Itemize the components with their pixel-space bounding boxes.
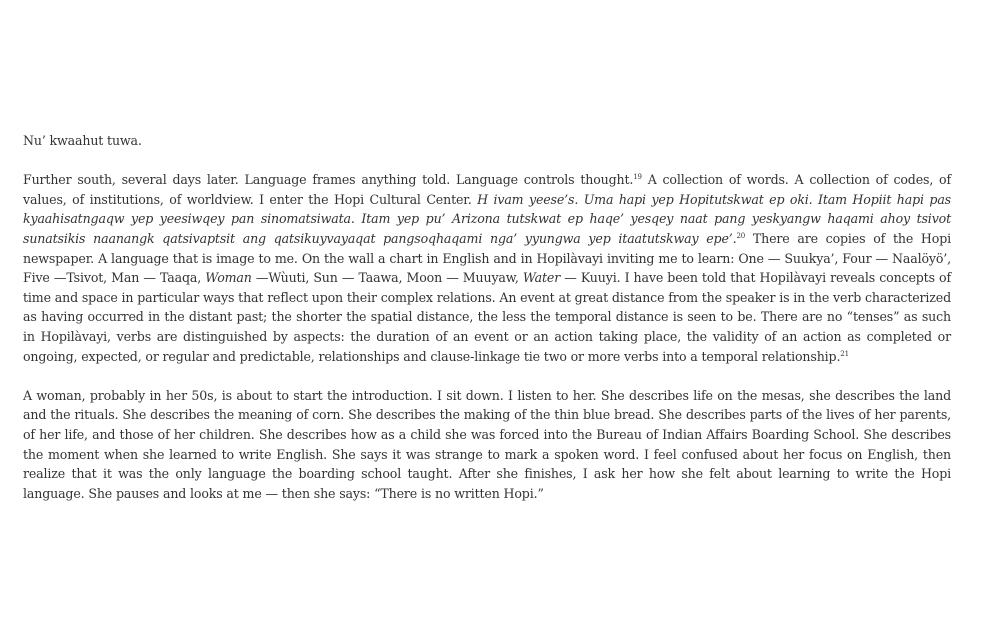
paragraph-opening-line: Nu’ kwaahut tuwa.: [23, 133, 142, 148]
document-body: [23, 131, 951, 523]
footnote-marker-19: 19: [633, 173, 642, 182]
footnote-marker-20: 20: [736, 231, 746, 240]
paragraph-woman-introduction: A woman, probably in her 50s, is about to start the introduction. I sit down. I listen to her. She describes life on the mesas, she describes the land and the rituals. She describes the meaning of corn. She describes the making of the thin blue bread. She describes parts of the lives of her parents, of her life, and those of her children. She describes how as a child she was forced into the Bureau of Indian Affairs Boarding School. She describes the moment when she learned to write English. She says it was strange to mark a spoken word. I feel confused about her focus on English, then realize that it was the only language the boarding school taught. After she finishes, I ask her how she felt about learning to write the Hopi language. She pauses and looks at me — then she says: “There is no written Hopi.”: [23, 387, 951, 501]
paragraph-hopi-cultural-center: [23, 170, 951, 366]
italic-word-woman: Woman: [205, 270, 252, 286]
paragraph-text: — Kuuyi. I have been told that Hopilàvayi reveals concepts of time and space in particular ways that reflect upon their complex relations. An event at great distance from the speaker is in the verb characterized as having occurred in the distant past; the shorter the spatial distance, the less the temporal distance is seen to be. There are no “tenses” as such in Hopilàvayi, verbs are distinguished by aspects: the duration of an event or an action taking place, the validity of an action as completed or ongoing, expected, or regular and predictable, relationships and clause-linkage tie two or more verbs into a temporal relationship.: [23, 270, 951, 364]
italic-word-water: Water: [522, 270, 561, 286]
hopi-italic-passage: H ivam yeese’s. Uma hapi yep Hopitutskwat ep oki. Itam Hopiit hapi pas kyaahisatngaqw yep yeesiwqey pan sinomatsiwata. Itam yep pu’ Arizona tutskwat ep haqe’ yesqey naat pang yeskyangw haqami ahoy tsivot sunatsikis naanangk qatsivaptsit ang qatsikuyvayaqat pangsoqhaqami nga’ yyungwa yep itaatutskway epe’.: [23, 191, 951, 246]
paragraph-text: —Wùuti, Sun — Taawa, Moon — Muuyaw,: [251, 270, 523, 286]
footnote-marker-21: 21: [840, 349, 849, 358]
paragraph-text: There are copies of the Hopi newspaper. A language that is image to me. On the wall a chart in English and in Hopilàvayi inviting me to learn: One — Suukya’, Four — Naalöyö’, Five —Tsivot, Man — Taaqa,: [23, 230, 951, 286]
paragraph-text: Further south, several days later. Language frames anything told. Language controls thought.: [23, 172, 634, 188]
paragraph-text: A collection of words. A collection of codes, of values, of institutions, of worldview. I enter the Hopi Cultural Center.: [23, 172, 951, 207]
